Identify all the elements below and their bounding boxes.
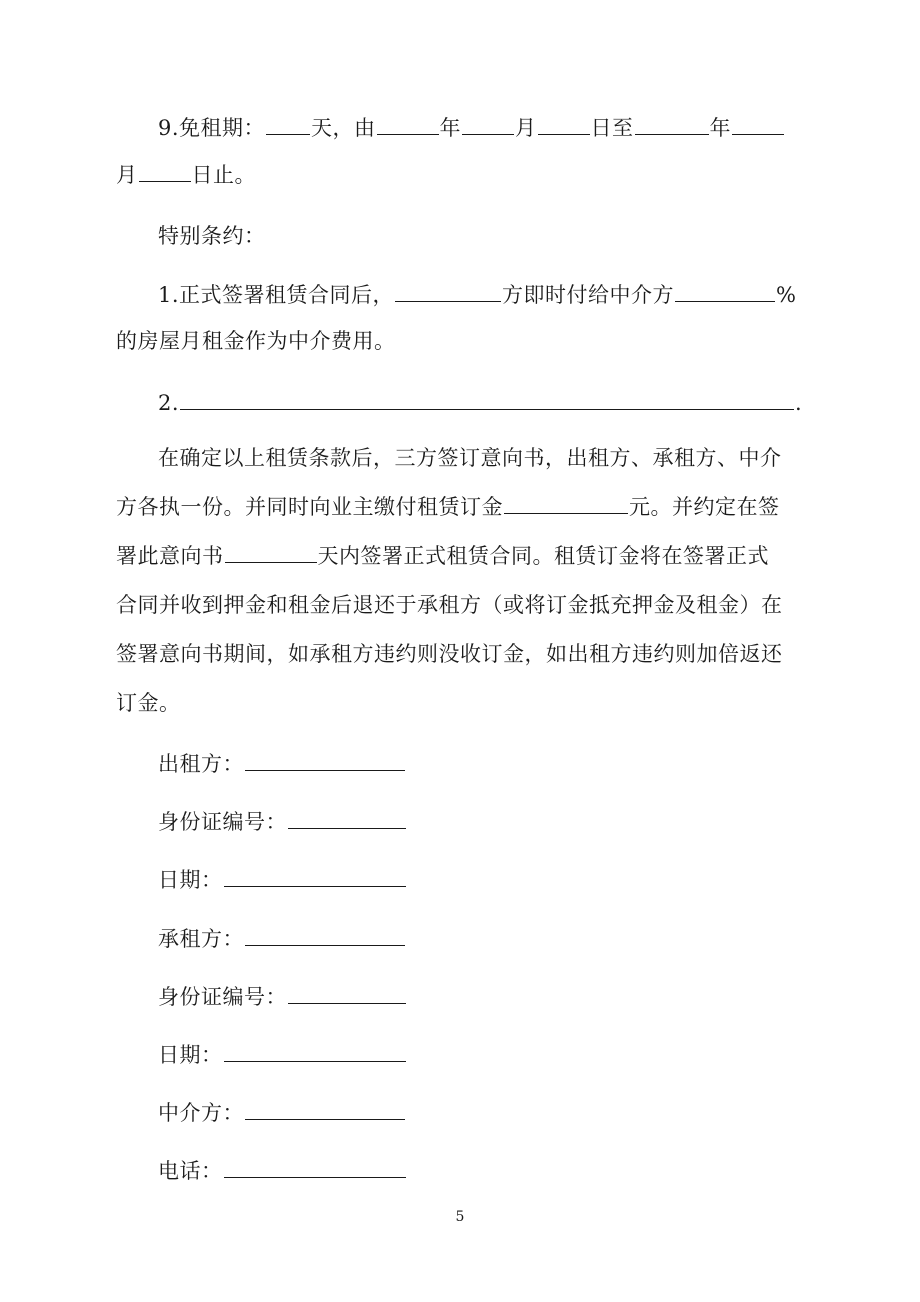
signature-label: 出租方：	[158, 752, 244, 776]
paragraph-line-3	[116, 541, 806, 571]
blank-signature	[224, 1157, 406, 1178]
blank-signature	[288, 808, 406, 829]
special-item-text: 1.正式签署租赁合同后，	[158, 283, 395, 307]
page-number: 5	[455, 1209, 465, 1225]
blank-end-day	[139, 161, 191, 182]
blank-start-day	[538, 114, 590, 135]
signature-lessor-date	[158, 865, 806, 895]
paragraph-line-6: 订金。	[116, 691, 181, 715]
signature-label: 日期：	[158, 868, 223, 892]
paragraph-line-2	[116, 492, 806, 522]
clause-9-text: 年	[439, 116, 462, 140]
blank-item-2	[180, 389, 794, 410]
special-item-text: 方即时付给中介方	[502, 283, 675, 307]
blank-percent	[675, 281, 775, 302]
blank-end-year	[635, 114, 709, 135]
signature-lessee	[158, 924, 806, 954]
blank-signature	[245, 925, 405, 946]
blank-signature	[245, 1099, 405, 1120]
blank-party	[395, 281, 501, 302]
paragraph-text: 方各执一份。并同时向业主缴付租赁订金	[116, 495, 503, 519]
special-item-text: .	[795, 391, 803, 415]
paragraph-text: 元。并约定在签	[629, 495, 780, 519]
blank-start-month	[462, 114, 514, 135]
signature-lessor-id	[158, 807, 806, 837]
blank-signature	[245, 750, 405, 771]
clause-9-text: 日至	[590, 116, 634, 140]
signature-lessee-date	[158, 1040, 806, 1070]
signature-label: 中介方：	[158, 1101, 244, 1125]
paragraph-text: 署此意向书	[116, 544, 224, 568]
blank-signature	[224, 866, 406, 887]
clause-9-label: 9.免租期：	[158, 116, 266, 140]
clause-9-line-2	[116, 160, 806, 190]
signature-label: 承租方：	[158, 927, 244, 951]
blank-signature	[288, 983, 406, 1004]
special-item-2	[158, 388, 806, 418]
clause-9-text: 月	[515, 116, 537, 140]
paragraph-text: 天内签署正式租赁合同。租赁订金将在签署正式	[317, 544, 769, 568]
clause-9-text: 天，由	[311, 116, 376, 140]
signature-phone	[158, 1156, 806, 1186]
clause-9-text: 年	[709, 116, 732, 140]
signature-label: 身份证编号：	[158, 810, 287, 834]
clause-9-line-1	[158, 113, 806, 143]
clause-9-text: 日止。	[191, 163, 256, 187]
signature-label: 电话：	[158, 1159, 223, 1183]
special-item-1-line-1	[158, 280, 806, 310]
special-item-1-line-2: 的房屋月租金作为中介费用。	[116, 329, 396, 353]
blank-end-month	[732, 114, 784, 135]
paragraph-line-4: 合同并收到押金和租金后退还于承租方（或将订金抵充押金及租金）在	[116, 593, 783, 617]
special-item-text: 2.	[158, 391, 180, 415]
special-terms-heading: 特别条约：	[158, 224, 266, 248]
clause-9-text: 月	[116, 163, 138, 187]
signature-label: 日期：	[158, 1043, 223, 1067]
signature-lessee-id	[158, 982, 806, 1012]
percent-sign: %	[776, 283, 797, 307]
blank-start-year	[377, 114, 439, 135]
signature-lessor	[158, 749, 806, 779]
signature-label: 身份证编号：	[158, 985, 287, 1009]
blank-signature	[224, 1041, 406, 1062]
signature-agent	[158, 1098, 806, 1128]
paragraph-line-1: 在确定以上租赁条款后，三方签订意向书，出租方、承租方、中介	[158, 446, 782, 470]
blank-deposit-amount	[504, 493, 628, 514]
blank-days	[266, 114, 310, 135]
blank-days-to-sign	[225, 542, 317, 563]
paragraph-line-5: 签署意向书期间，如承租方违约则没收订金，如出租方违约则加倍返还	[116, 642, 783, 666]
